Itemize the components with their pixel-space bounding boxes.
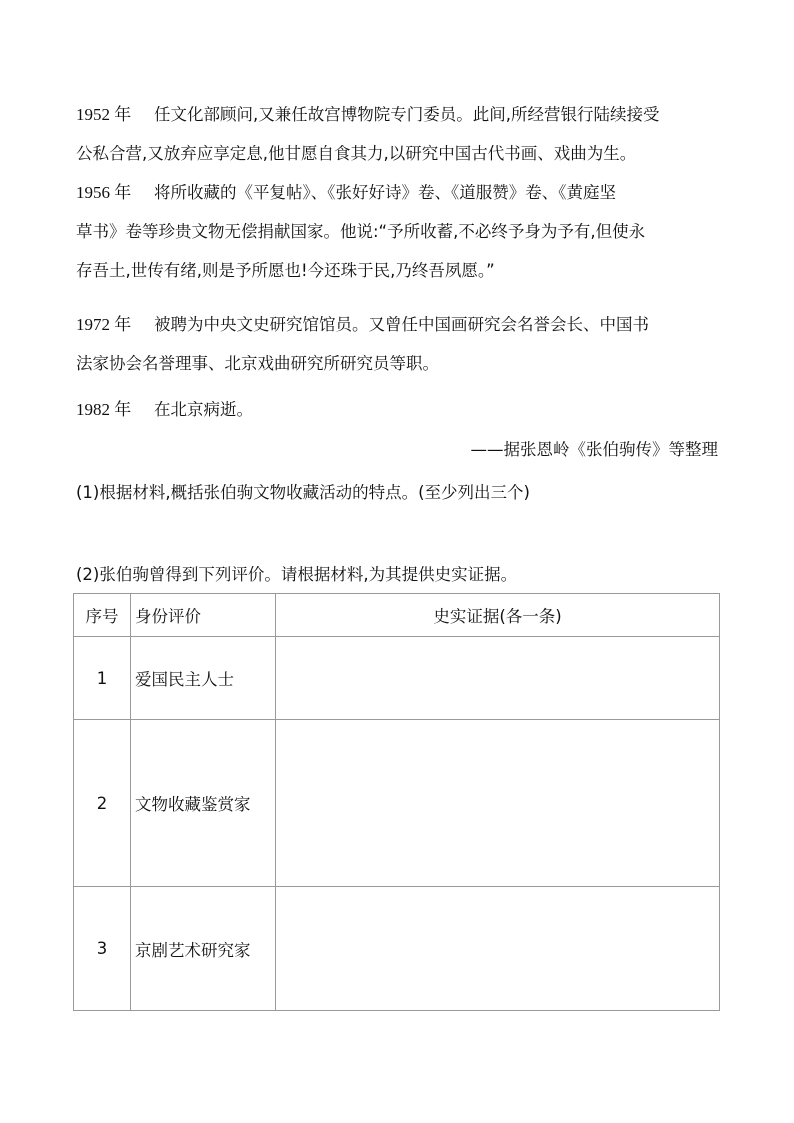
row-identity: 爱国民主人士	[131, 637, 276, 720]
timeline-continuation	[76, 260, 495, 282]
timeline-text: 被聘为中央文史研究馆馆员。又曾任中国画研究会名誉会长、中国书	[154, 315, 649, 334]
timeline-text: 任文化部顾问,又兼任故宫博物院专门委员。此间,所经营银行陆续接受	[154, 105, 660, 124]
timeline-text: 将所收藏的《平复帖》、《张好好诗》卷、《道服赞》卷、《黄庭坚	[154, 183, 616, 202]
row-identity: 京剧艺术研究家	[131, 887, 276, 1011]
row-number: 1	[74, 637, 131, 720]
row-evidence-cell[interactable]	[276, 637, 720, 720]
timeline-text: 法家协会名誉理事、北京戏曲研究所研究员等职。	[76, 354, 439, 373]
timeline-entry-1956	[76, 182, 616, 204]
row-evidence-cell[interactable]	[276, 887, 720, 1011]
timeline-year: 1956 年	[76, 183, 132, 202]
question-1	[76, 482, 530, 504]
question-2-text: (2)张伯驹曾得到下列评价。请根据材料,为其提供史实证据。	[76, 565, 518, 584]
header-identity: 身份评价	[131, 594, 276, 637]
row-evidence-cell[interactable]	[276, 720, 720, 887]
table-header-row	[74, 594, 720, 637]
timeline-entry-1982	[76, 399, 253, 421]
table-row	[74, 637, 720, 720]
timeline-year: 1952 年	[76, 105, 132, 124]
evidence-table	[73, 593, 720, 1011]
source-citation: ——据张恩岭《张伯驹传》等整理	[470, 440, 718, 459]
timeline-year: 1972 年	[76, 315, 132, 334]
header-number: 序号	[74, 594, 131, 637]
timeline-continuation	[76, 143, 636, 165]
question-2	[76, 564, 517, 586]
timeline-year: 1982 年	[76, 400, 132, 419]
row-identity: 文物收藏鉴赏家	[131, 720, 276, 887]
question-1-text: (1)根据材料,概括张伯驹文物收藏活动的特点。(至少列出三个)	[76, 483, 530, 502]
row-number: 3	[74, 887, 131, 1011]
table-row	[74, 887, 720, 1011]
table-row	[74, 720, 720, 887]
timeline-text: 公私合营,又放弃应享定息,他甘愿自食其力,以研究中国古代书画、戏曲为生。	[76, 144, 637, 163]
timeline-text: 草书》卷等珍贵文物无偿捐献国家。他说:“予所收蓄,不必终予身为予有,但使永	[76, 222, 646, 241]
timeline-text: 在北京病逝。	[154, 400, 253, 419]
row-number: 2	[74, 720, 131, 887]
timeline-entry-1952	[76, 104, 660, 126]
timeline-continuation	[76, 353, 439, 375]
timeline-entry-1972	[76, 314, 649, 336]
timeline-text: 存吾土,世传有绪,则是予所愿也!今还珠于民,乃终吾夙愿。”	[76, 261, 495, 280]
timeline-continuation	[76, 221, 645, 243]
header-evidence: 史实证据(各一条)	[276, 594, 720, 637]
